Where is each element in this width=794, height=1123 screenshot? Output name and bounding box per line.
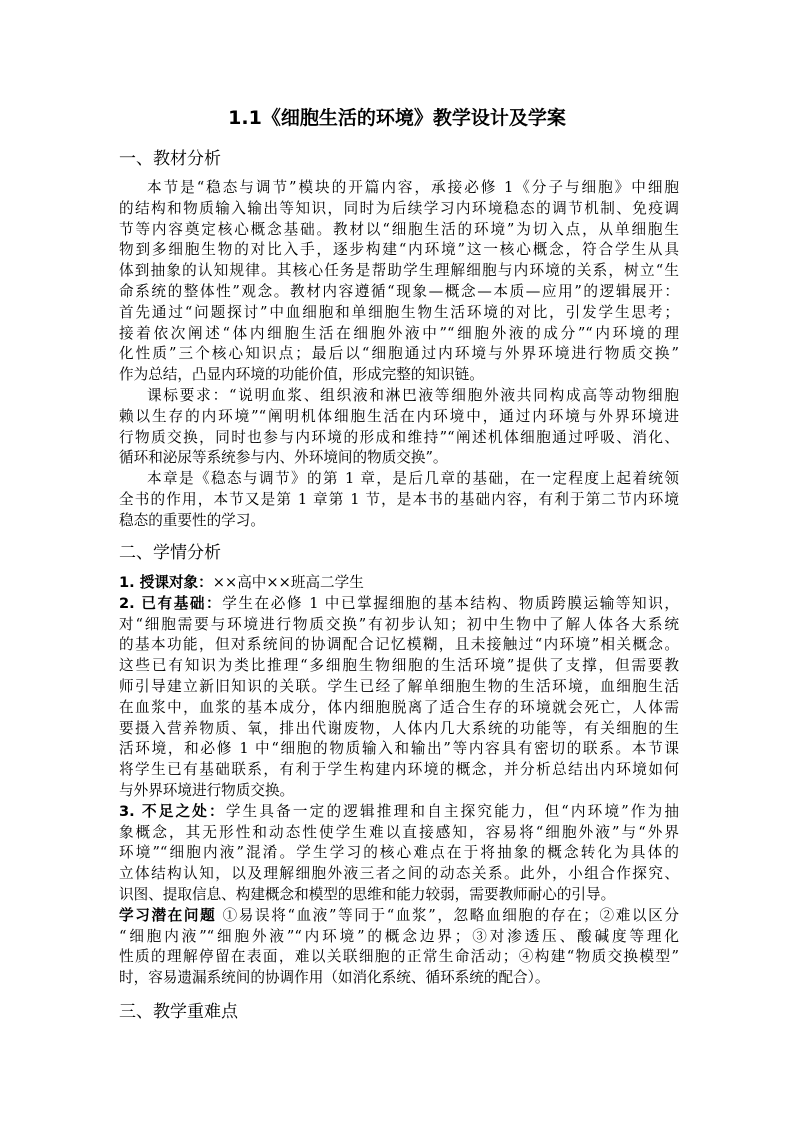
- item-text: ××高中××班高二学生: [212, 574, 364, 591]
- paragraph-line: 物到多细胞生物的对比入手，逐步构建“内环境”这一核心概念，符合学生从具: [119, 241, 679, 259]
- paragraph-line: 时，容易遗漏系统间的协调作用（如消化系统、循环系统的配合）。: [119, 969, 550, 987]
- paragraph-line: 接着依次阐述“体内细胞生活在细胞外液中”“细胞外液的成分”“内环境的理: [119, 324, 679, 342]
- item-text: 学生具备一定的逻辑推理和自主探究能力，但“内环境”作为抽: [225, 802, 679, 820]
- paragraph-line: 本节是“稳态与调节”模块的开篇内容，承接必修 1《分子与细胞》中细胞: [147, 179, 679, 196]
- paragraph-line: 全书的作用，本节又是第 1 章第 1 节，是本书的基础内容，有利于第二节内环境: [119, 491, 679, 508]
- item-label: 学习潜在问题: [119, 906, 217, 924]
- paragraph-line: 首先通过“问题探讨”中血细胞和单细胞生物生活环境的对比，引发学生思考；: [119, 303, 679, 321]
- paragraph-line: 行物质交换，同时也参与内环境的形成和维持”“阐述机体细胞通过呼吸、消化、: [119, 428, 679, 446]
- paragraph-line: 将学生已有基础联系，有利于学生构建内环境的概念，并分析总结出内环境如何: [119, 761, 679, 779]
- paragraph-line: 课标要求：“说明血浆、组织液和淋巴液等细胞外液共同构成高等动物细胞: [147, 387, 679, 404]
- paragraph-line: 立体结构认知，以及理解细胞外液三者之间的动态关系。此外，小组合作探究、: [119, 865, 679, 883]
- paragraph-line: 的结构和物质输入输出等知识，同时为后续学习内环境稳态的调节机制、免疫调: [119, 199, 679, 217]
- paragraph-line: 本章是《稳态与调节》的第 1 章，是后几章的基础，在一定程度上起着统领: [147, 470, 679, 488]
- list-item-prior-knowledge: [119, 594, 679, 615]
- paragraph-line: 与外界环境进行物质交换。: [119, 782, 295, 799]
- paragraph-line: 赖以生存的内环境”“阐明机体细胞生活在内环境中，通过内环境与外界环境进: [119, 407, 679, 425]
- section-heading-textbook-analysis: 一、教材分析: [119, 149, 221, 169]
- section-heading-key-difficulties: 三、教学重难点: [119, 1002, 238, 1022]
- paragraph-line: 性质的理解停留在表面，难以关联细胞的正常生命活动；④构建“物质交换模型”: [119, 948, 679, 966]
- item-label: 1. 授课对象：: [119, 574, 213, 591]
- paragraph-line: 作为总结，凸显内环境的功能价值，形成完整的知识链。: [119, 366, 484, 384]
- item-label: 3. 不足之处：: [119, 802, 226, 820]
- paragraph-line: 在血浆中，血浆的基本成分，体内细胞脱离了适合生存的环境就会死亡，人体需: [119, 698, 679, 716]
- list-item-audience: [119, 573, 679, 594]
- paragraph-line: 环境”“细胞内液”混淆。学生学习的核心难点在于将抽象的概念转化为具体的: [119, 844, 679, 862]
- paragraph-line: 化性质”三个核心知识点；最后以“细胞通过内环境与外界环境进行物质交换”: [119, 345, 679, 363]
- item-text: ①易误将“血液”等同于“血浆”，忽略血细胞的存在；②难以区分: [216, 906, 679, 924]
- paragraph-line: 师引导建立新旧知识的关联。学生已经了解单细胞生物的生活环境，血细胞生活: [119, 678, 679, 695]
- list-item-potential-problems: [119, 906, 679, 927]
- item-text: 学生在必修 1 中已掌握细胞的基本结构、物质跨膜运输等知识，: [222, 594, 679, 612]
- paragraph-line: 体到抽象的认知规律。其核心任务是帮助学生理解细胞与内环境的关系，树立“生: [119, 262, 679, 280]
- paragraph-line: 循环和泌尿等系统参与内、外环境间的物质交换”。: [119, 449, 448, 467]
- list-item-weaknesses: [119, 802, 679, 823]
- paragraph-line: 的基本功能，但对系统间的协调配合记忆模糊，且未接触过“内环境”相关概念。: [119, 636, 679, 654]
- paragraph-line: 对“细胞需要与环境进行物质交换”有初步认知；初中生物中了解人体各大系统: [119, 615, 679, 633]
- paragraph-line: 这些已有知识为类比推理“多细胞生物细胞的生活环境”提供了支撑，但需要教: [119, 657, 679, 675]
- paragraph-line: 稳态的重要性的学习。: [119, 511, 265, 529]
- section-heading-student-analysis: 二、学情分析: [119, 543, 221, 563]
- item-label: 2. 已有基础：: [119, 594, 223, 612]
- paragraph-line: 节等内容奠定核心概念基础。教材以“细胞生活的环境”为切入点，从单细胞生: [119, 220, 679, 238]
- paragraph-line: 要摄入营养物质、氧，排出代谢废物，人体内几大系统的功能等，有关细胞的生: [119, 719, 679, 737]
- paragraph-line: 象概念，其无形性和动态性使学生难以直接感知，容易将“细胞外液”与“外界: [119, 823, 679, 841]
- paragraph-line: 命系统的整体性”观念。教材内容遵循“现象—概念—本质—应用”的逻辑展开：: [119, 283, 679, 300]
- paragraph-line: “细胞内液”“细胞外液”“内环境”的概念边界；③对渗透压、酸碱度等理化: [119, 927, 679, 945]
- document-title: 1.1《细胞生活的环境》教学设计及学案: [228, 107, 566, 129]
- paragraph-line: 活环境，和必修 1 中“细胞的物质输入和输出”等内容具有密切的联系。本节课: [119, 740, 679, 758]
- paragraph-line: 识图、提取信息、构建概念和模型的思维和能力较弱，需要教师耐心的引导。: [119, 886, 616, 903]
